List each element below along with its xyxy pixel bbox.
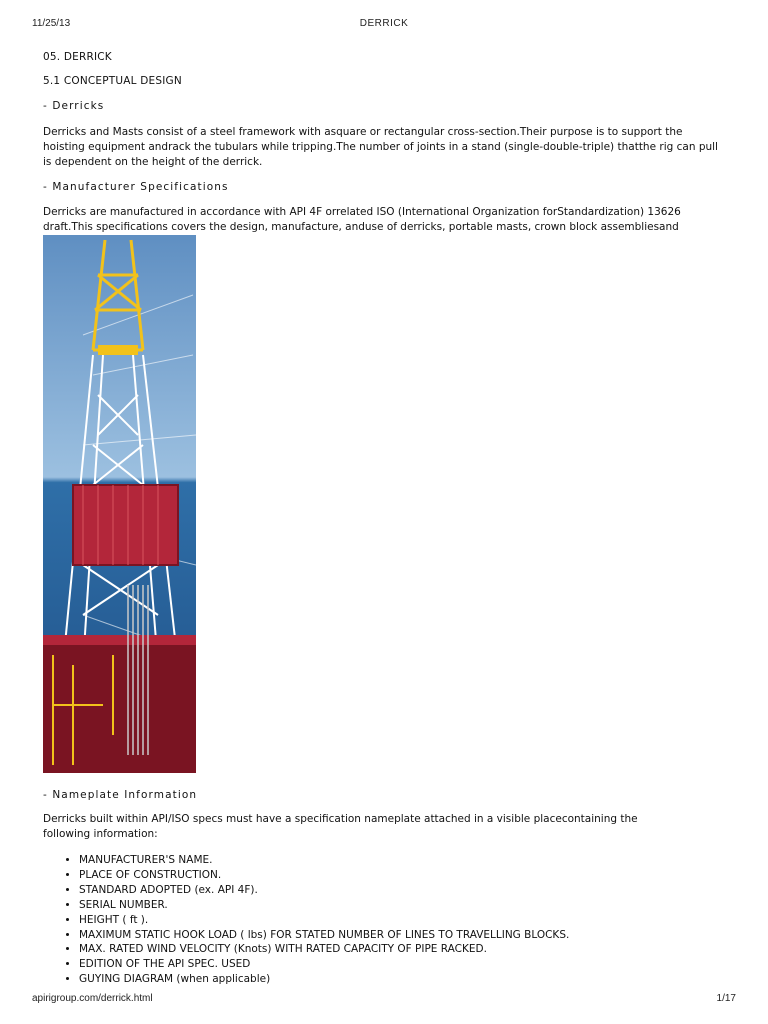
section-number: 05. DERRICK	[43, 51, 112, 63]
header-title: DERRICK	[359, 18, 409, 29]
nameplate-list	[61, 853, 699, 987]
list-item: • HEIGHT ( ft ).	[79, 913, 699, 928]
page-footer	[32, 993, 736, 1007]
manufacturer-heading: - Manufacturer Specifications	[43, 181, 229, 193]
manufacturer-paragraph: Derricks are manufactured in accordance with API 4F orrelated ISO (International Organization forStandardization) 13626 draft.This specifications covers the design, manufacture, anduse of derricks, portable masts, crown block assembliesand	[43, 206, 681, 233]
list-item: • MAX. RATED WIND VELOCITY (Knots) WITH RATED CAPACITY OF PIPE RACKED.	[79, 942, 699, 957]
derrick-illustration	[43, 235, 196, 773]
list-item: • MAXIMUM STATIC HOOK LOAD ( lbs) FOR STATED NUMBER OF LINES TO TRAVELLING BLOCKS.	[79, 928, 699, 943]
header-date: 11/25/13	[32, 18, 71, 29]
list-item: • GUYING DIAGRAM (when applicable)	[79, 972, 699, 987]
list-item: • SERIAL NUMBER.	[79, 898, 699, 913]
nameplate-heading: - Nameplate Information	[43, 789, 198, 801]
list-item: • MANUFACTURER'S NAME.	[79, 853, 699, 868]
derricks-heading: - Derricks	[43, 100, 105, 112]
list-item: • STANDARD ADOPTED (ex. API 4F).	[79, 883, 699, 898]
derricks-paragraph: Derricks and Masts consist of a steel framework with asquare or rectangular cross-section.Their purpose is to support the hoisting equipment andrack the tubulars while tripping.The number of joints in a stand (single-double-triple) thatthe rig can pull is dependent on the height of the derrick.	[43, 126, 718, 168]
page-number: 1/17	[716, 993, 736, 1004]
nameplate-paragraph: Derricks built within API/ISO specs must have a specification nameplate attached in a visible placecontaining the following information:	[43, 813, 638, 840]
page-header	[32, 18, 736, 32]
footer-url[interactable]: apirigroup.com/derrick.html	[32, 993, 153, 1004]
list-item: • EDITION OF THE API SPEC. USED	[79, 957, 699, 972]
list-item: • PLACE OF CONSTRUCTION.	[79, 868, 699, 883]
subsection-title: 5.1 CONCEPTUAL DESIGN	[43, 75, 182, 87]
